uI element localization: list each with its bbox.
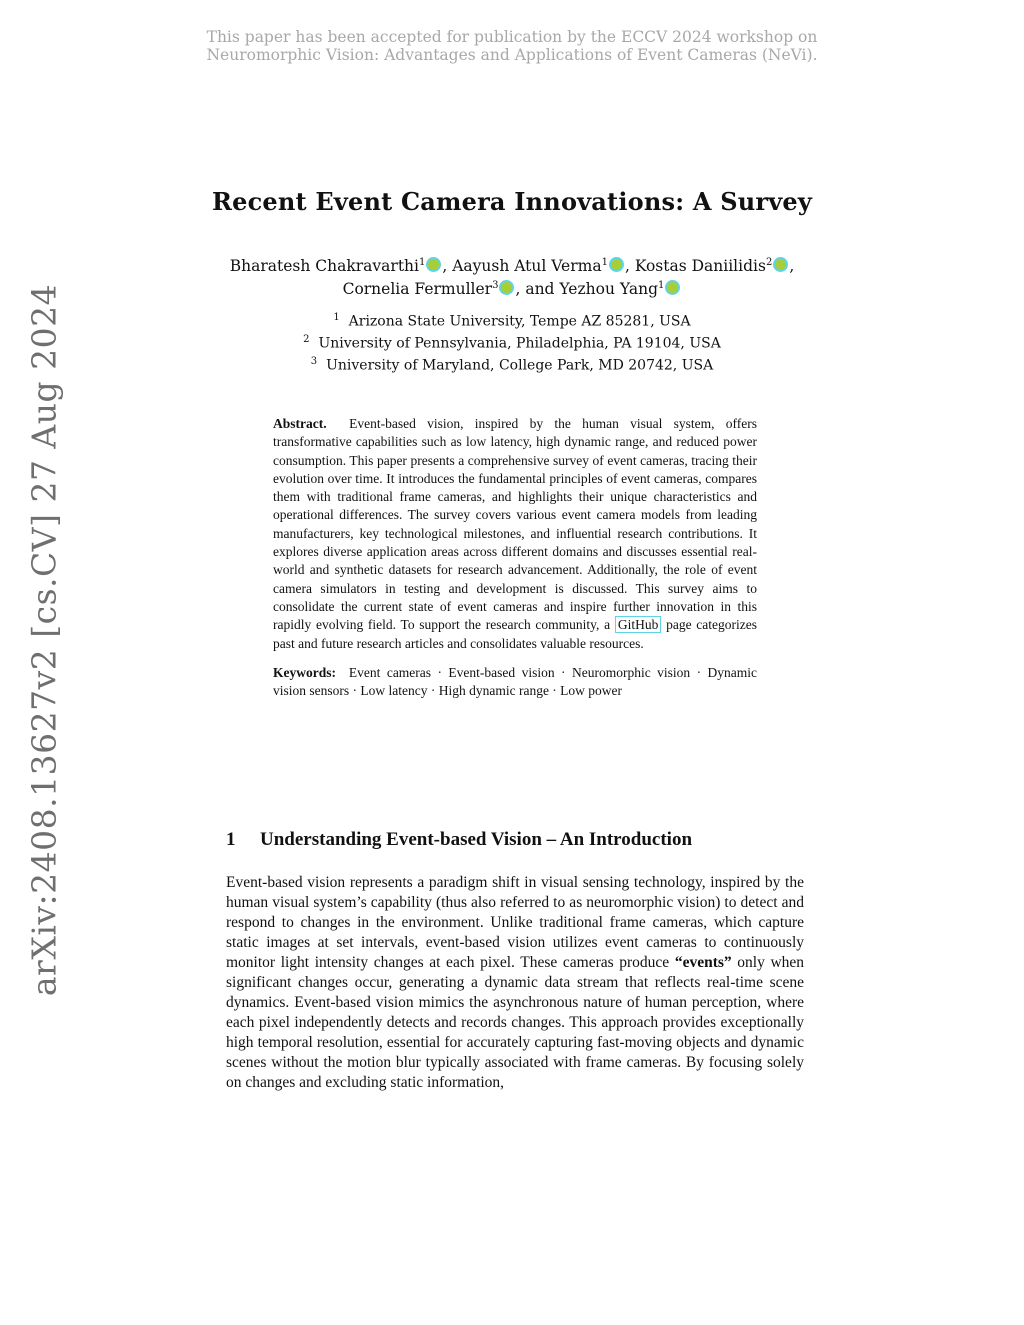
paper-title: Recent Event Camera Innovations: A Survey xyxy=(211,187,813,216)
orcid-icon[interactable] xyxy=(773,257,788,272)
body-paragraph xyxy=(226,873,804,1093)
affiliation-text: University of Maryland, College Park, MD 20742, USA xyxy=(326,357,714,374)
affiliation xyxy=(0,353,1024,375)
author-line-1: Bharatesh Chakravarthi$^1$ , Aayush Atul Verma$^1$ , Kostas Daniilidis$^2$ , xyxy=(229,257,795,276)
affiliation-text: University of Pennsylvania, Philadelphia, PA 19104, USA xyxy=(318,335,721,352)
author-affil-mark: 1 xyxy=(658,280,665,292)
affiliation-number: 1 xyxy=(333,312,340,323)
author-name: Cornelia Fermuller xyxy=(342,280,493,299)
author-affil-mark: 1 xyxy=(418,257,426,268)
orcid-icon[interactable] xyxy=(665,280,680,295)
orcid-icon[interactable] xyxy=(609,257,624,272)
author-name: Yezhou Yang xyxy=(559,280,659,299)
keywords-text: Event cameras · Event-based vision · Neuromorphic vision · Dynamic vision sensors · Low latency · High dynamic range · Low power xyxy=(273,664,758,699)
notice-line-2: Neuromorphic Vision: Advantages and Applications of Event Cameras (NeVi). xyxy=(206,46,818,64)
affiliation xyxy=(0,331,1024,353)
author-list xyxy=(0,253,1024,299)
github-link[interactable]: GitHub xyxy=(615,616,662,633)
keywords-paragraph xyxy=(273,664,757,701)
section-number: 1 xyxy=(226,829,236,850)
author-affil-mark: 2 xyxy=(765,257,773,268)
section-title: Understanding Event-based Vision – An Introduction xyxy=(260,829,693,850)
body-text-end: only when significant changes occur, generating a dynamic data stream that reflects real-time scene dynamics. Event-based vision mimics the asynchronous nature of human perception, where each pixel independently detects and records changes. This approach provides exceptionally high temporal resolution, essential for accurately capturing fast-moving objects and dynamic scenes without the motion blur typically associated with frame cameras. By focusing solely on changes and excluding static information, xyxy=(226,954,805,1091)
abstract-paragraph xyxy=(273,415,757,653)
section-heading xyxy=(226,829,826,851)
emphasis-events: “events” xyxy=(674,954,732,971)
author-affil-mark: 1 xyxy=(601,257,608,268)
affiliation xyxy=(0,309,1024,331)
author-name: Kostas Daniilidis xyxy=(634,257,766,276)
abstract-label: Abstract. xyxy=(273,416,327,431)
abstract-block xyxy=(273,415,757,700)
affiliation-list xyxy=(0,309,1024,375)
orcid-icon[interactable] xyxy=(426,257,441,272)
body-text-start: Event-based vision represents a paradigm shift in visual sensing technology, inspired by the human visual system’s capability (thus also referred to as neuromorphic vision) to detect and respond to changes in the environment. Unlike traditional frame cameras, which capture static images at set intervals, event-based vision utilizes event cameras to continuously monitor light intensity changes at each pixel. These cameras produce xyxy=(226,874,804,971)
affiliation-text: Arizona State University, Tempe AZ 85281, USA xyxy=(348,313,691,330)
keywords-label: Keywords: xyxy=(273,664,336,680)
publication-notice xyxy=(0,28,1024,64)
author-name: Aayush Atul Verma xyxy=(452,257,602,276)
notice-line-1: This paper has been accepted for publication by the ECCV 2024 workshop on xyxy=(206,28,818,46)
author-name: Bharatesh Chakravarthi xyxy=(229,257,419,276)
affiliation-number: 3 xyxy=(310,356,318,368)
author-affil-mark: 3 xyxy=(492,280,499,292)
arxiv-identifier: arXiv:2408.13627v2 [cs.CV] 27 Aug 2024 xyxy=(24,283,64,997)
abstract-text: Event-based vision, inspired by the human visual system, offers transformative capabilities such as low latency, high dynamic range, and reduced power consumption. This paper presents a comprehensive survey of event cameras, tracing their evolution over time. It introduces the fundamental principles of event cameras, compares them with traditional frame cameras, and highlights their unique characteristics and operational differences. The survey covers various event camera models from leading manufacturers, key technological milestones, and influential research contributions. It explores diverse application areas across different domains and discusses essential real-world and synthetic datasets for research advancement. Additionally, the role of event camera simulators in testing and development is discussed. This survey aims to consolidate the current state of event cameras and inspire further innovation in this rapidly evolving field. To support the research community, a xyxy=(273,416,758,633)
orcid-icon[interactable] xyxy=(499,280,514,295)
abstract-text-end: page categorizes past and future research articles and consolidates valuable resources. xyxy=(273,617,758,651)
affiliation-number: 2 xyxy=(303,334,310,346)
author-line-2: Cornelia Fermuller$^3$ , and Yezhou Yang$^1$ xyxy=(0,276,1024,299)
